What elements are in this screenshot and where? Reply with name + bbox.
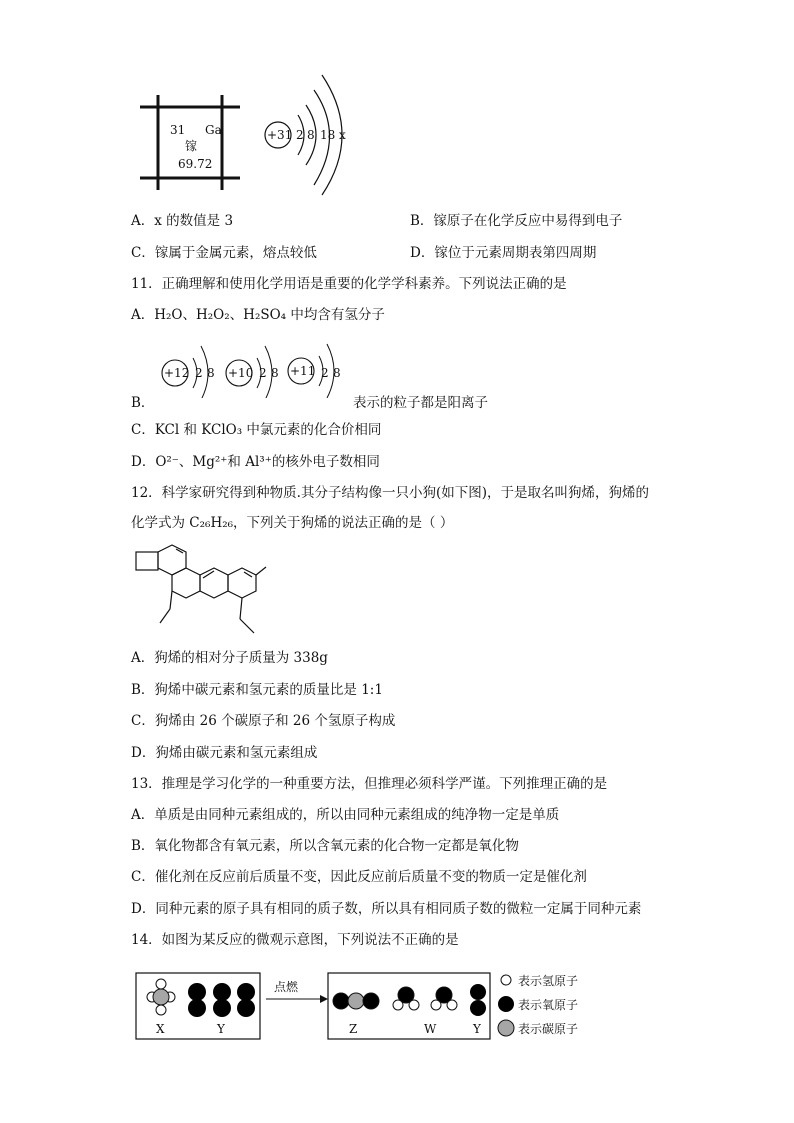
particle-3 <box>288 344 341 398</box>
svg-text:8: 8 <box>271 366 279 380</box>
molecule-z <box>333 993 379 1009</box>
q11-option-b-suffix: 表示的粒子都是阳离子 <box>353 395 488 411</box>
svg-text:8: 8 <box>333 366 341 380</box>
legend <box>498 974 578 1036</box>
molecule-y-leftover <box>470 984 486 1016</box>
q12-stem-line2: 化学式为 C₂₆H₂₆，下列关于狗烯的说法正确的是（ ） <box>131 515 454 531</box>
element-symbol: Ga <box>205 123 222 137</box>
shell-3: 18 <box>320 128 336 142</box>
q10-option-b: B．镓原子在化学反应中易得到电子 <box>410 213 623 229</box>
atomic-number: 31 <box>170 123 186 137</box>
q11-option-d: D．O²⁻、Mg²⁺和 Al³⁺的核外电子数相同 <box>131 454 380 470</box>
q13-option-d: D．同种元素的原子具有相同的质子数，所以具有相同质子数的微粒一定属于同种元素 <box>131 901 642 917</box>
particle-1 <box>162 346 215 398</box>
q13-option-a: A．单质是由同种元素组成的，所以由同种元素组成的纯净物一定是单质 <box>131 807 560 823</box>
q12-option-d: D．狗烯由碳元素和氢元素组成 <box>131 745 318 761</box>
dogene-structure <box>130 543 270 638</box>
label-w: W <box>424 1022 437 1036</box>
svg-text:2: 2 <box>195 366 203 380</box>
svg-text:+11: +11 <box>290 364 316 378</box>
q13-option-c: C．催化剂在反应前后质量不变，因此反应前后质量不变的物质一定是催化剂 <box>131 869 587 885</box>
q14-stem: 14．如图为某反应的微观示意图，下列说法不正确的是 <box>131 932 459 948</box>
svg-text:+12: +12 <box>164 366 190 380</box>
molecule-x <box>147 979 175 1015</box>
svg-text:8: 8 <box>207 366 215 380</box>
shell-2: 8 <box>307 128 315 142</box>
shell-4: x <box>339 128 346 142</box>
q10-option-a: A．x 的数值是 3 <box>131 213 234 229</box>
q11-stem: 11．正确理解和使用化学用语是重要的化学学科素养。下列说法正确的是 <box>131 276 567 292</box>
q11-option-c: C．KCl 和 KClO₃ 中氯元素的化合价相同 <box>131 422 382 438</box>
reaction-diagram <box>134 965 614 1045</box>
label-z: Z <box>349 1022 358 1036</box>
label-y: Y <box>217 1022 225 1036</box>
q10-option-d: D．镓位于元素周期表第四周期 <box>410 245 597 261</box>
legend-carbon: 表示碳原子 <box>518 1022 579 1036</box>
label-y-right: Y <box>473 1022 481 1036</box>
svg-text:+10: +10 <box>228 366 254 380</box>
molecule-w-1 <box>393 987 419 1010</box>
molecule-y-group <box>188 983 255 1017</box>
legend-oxygen: 表示氧原子 <box>518 998 579 1012</box>
atomic-mass: 69.72 <box>178 157 213 171</box>
q13-option-b: B．氧化物都含有氧元素，所以含氧元素的化合物一定都是氧化物 <box>131 838 519 854</box>
q12-option-c: C．狗烯由 26 个碳原子和 26 个氢原子构成 <box>131 713 396 729</box>
gallium-figure <box>140 70 360 200</box>
shell-1: 2 <box>296 128 304 142</box>
q12-option-a: A．狗烯的相对分子质量为 338g <box>131 650 328 666</box>
q10-option-c: C．镓属于金属元素，熔点较低 <box>131 245 317 261</box>
particle-2 <box>226 346 279 398</box>
q12-option-b: B．狗烯中碳元素和氢元素的质量比是 1:1 <box>131 682 383 698</box>
q11-particles-figure <box>155 338 355 398</box>
arrow-label: 点燃 <box>274 980 299 994</box>
legend-hydrogen: 表示氢原子 <box>518 974 579 988</box>
element-name: 镓 <box>185 139 198 153</box>
q11-option-b-prefix: B． <box>131 395 155 411</box>
molecule-w-2 <box>431 987 457 1010</box>
q12-stem-line1: 12．科学家研究得到种物质.其分子结构像一只小狗(如下图)，于是取名叫狗烯，狗烯的 <box>131 485 650 501</box>
q11-option-a: A．H₂O、H₂O₂、H₂SO₄ 中均含有氢分子 <box>131 307 385 323</box>
svg-text:2: 2 <box>259 366 267 380</box>
svg-text:2: 2 <box>321 366 329 380</box>
q13-stem: 13．推理是学习化学的一种重要方法，但推理必须科学严谨。下列推理正确的是 <box>131 776 608 792</box>
label-x: X <box>156 1022 165 1036</box>
nucleus-charge: +31 <box>267 128 293 142</box>
